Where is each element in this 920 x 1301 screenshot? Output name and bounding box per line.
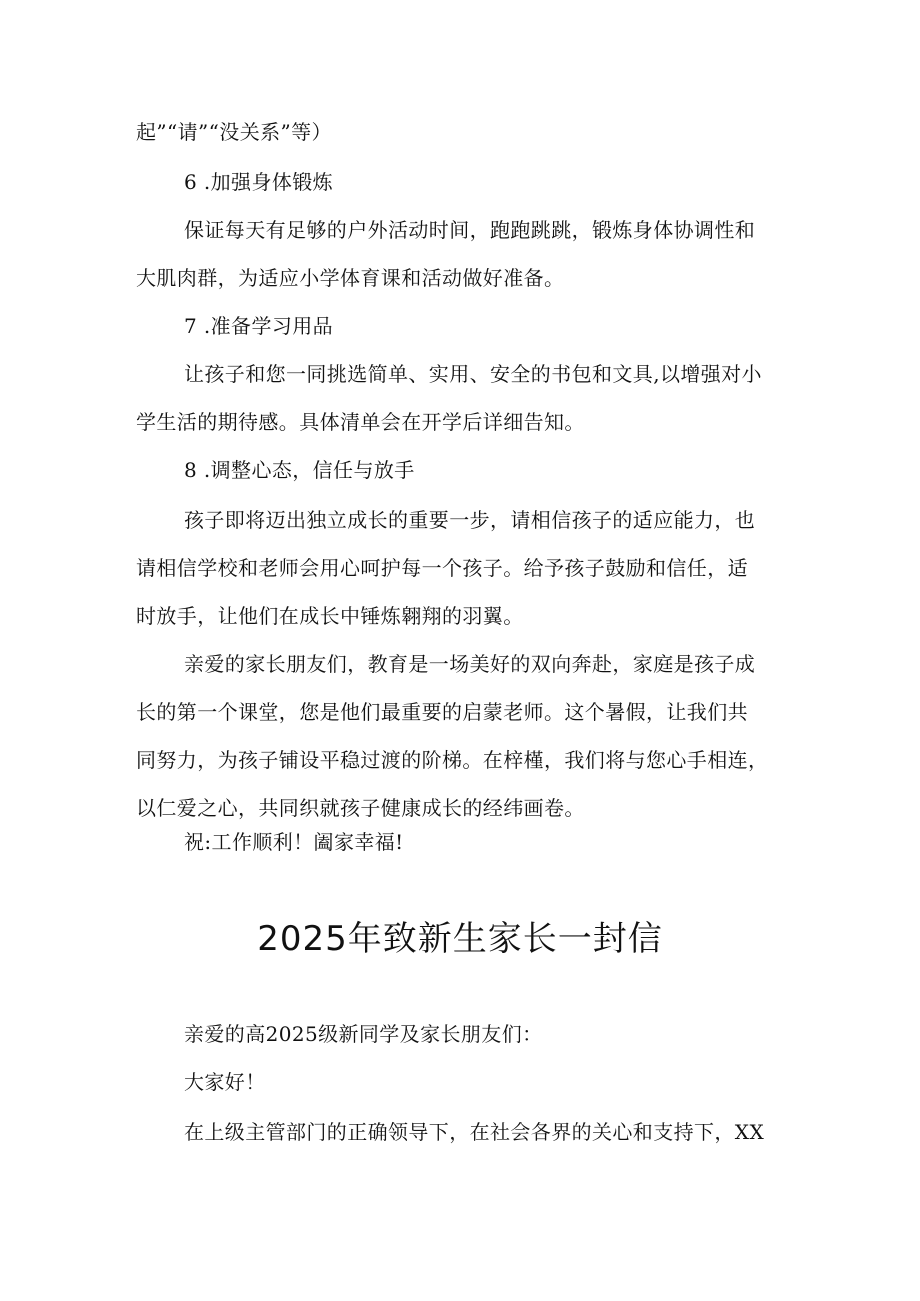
section-heading-7: 7 .准备学习用品: [184, 314, 334, 338]
paragraph-line: 亲爱的家长朋友们，教育是一场美好的双向奔赴，家庭是孩子成: [184, 652, 756, 676]
section-heading-8: 8 .调整心态，信任与放手: [184, 458, 415, 482]
section-heading-6: 6 .加强身体锻炼: [184, 170, 334, 194]
paragraph-line: 在上级主管部门的正确领导下，在社会各界的关心和支持下，XX: [184, 1120, 765, 1144]
paragraph-line: 长的第一个课堂，您是他们最重要的启蒙老师。这个暑假，让我们共: [136, 700, 748, 724]
paragraph-line: 时放手，让他们在成长中锤炼翱翔的羽翼。: [136, 604, 524, 628]
letter-salutation: 亲爱的高2025级新同学及家长朋友们：: [184, 1022, 543, 1046]
paragraph-line: 让孩子和您一同挑选简单、实用、安全的书包和文具,以增强对小: [184, 362, 762, 386]
paragraph-line: 孩子即将迈出独立成长的重要一步，请相信孩子的适应能力，也: [184, 508, 756, 532]
paragraph-line: 同努力，为孩子铺设平稳过渡的阶梯。在梓槿，我们将与您心手相连，: [136, 748, 769, 772]
closing-wishes: 祝:工作顺利！阖家幸福!: [184, 830, 404, 854]
paragraph-line: 以仁爱之心，共同织就孩子健康成长的经纬画卷。: [136, 796, 585, 820]
paragraph-line: 请相信学校和老师会用心呵护每一个孩子。给予孩子鼓励和信任，适: [136, 556, 748, 580]
letter-greeting: 大家好！: [184, 1070, 266, 1094]
paragraph-line: 学生活的期待感。具体清单会在开学后详细告知。: [136, 410, 585, 434]
paragraph-line: 起”“请”“没关系”等）: [136, 120, 332, 144]
paragraph-line: 保证每天有足够的户外活动时间，跑跑跳跳，锻炼身体协调性和: [184, 218, 756, 242]
paragraph-line: 大肌肉群，为适应小学体育课和活动做好准备。: [136, 266, 565, 290]
letter-title: 2025年致新生家长一封信: [257, 919, 663, 959]
